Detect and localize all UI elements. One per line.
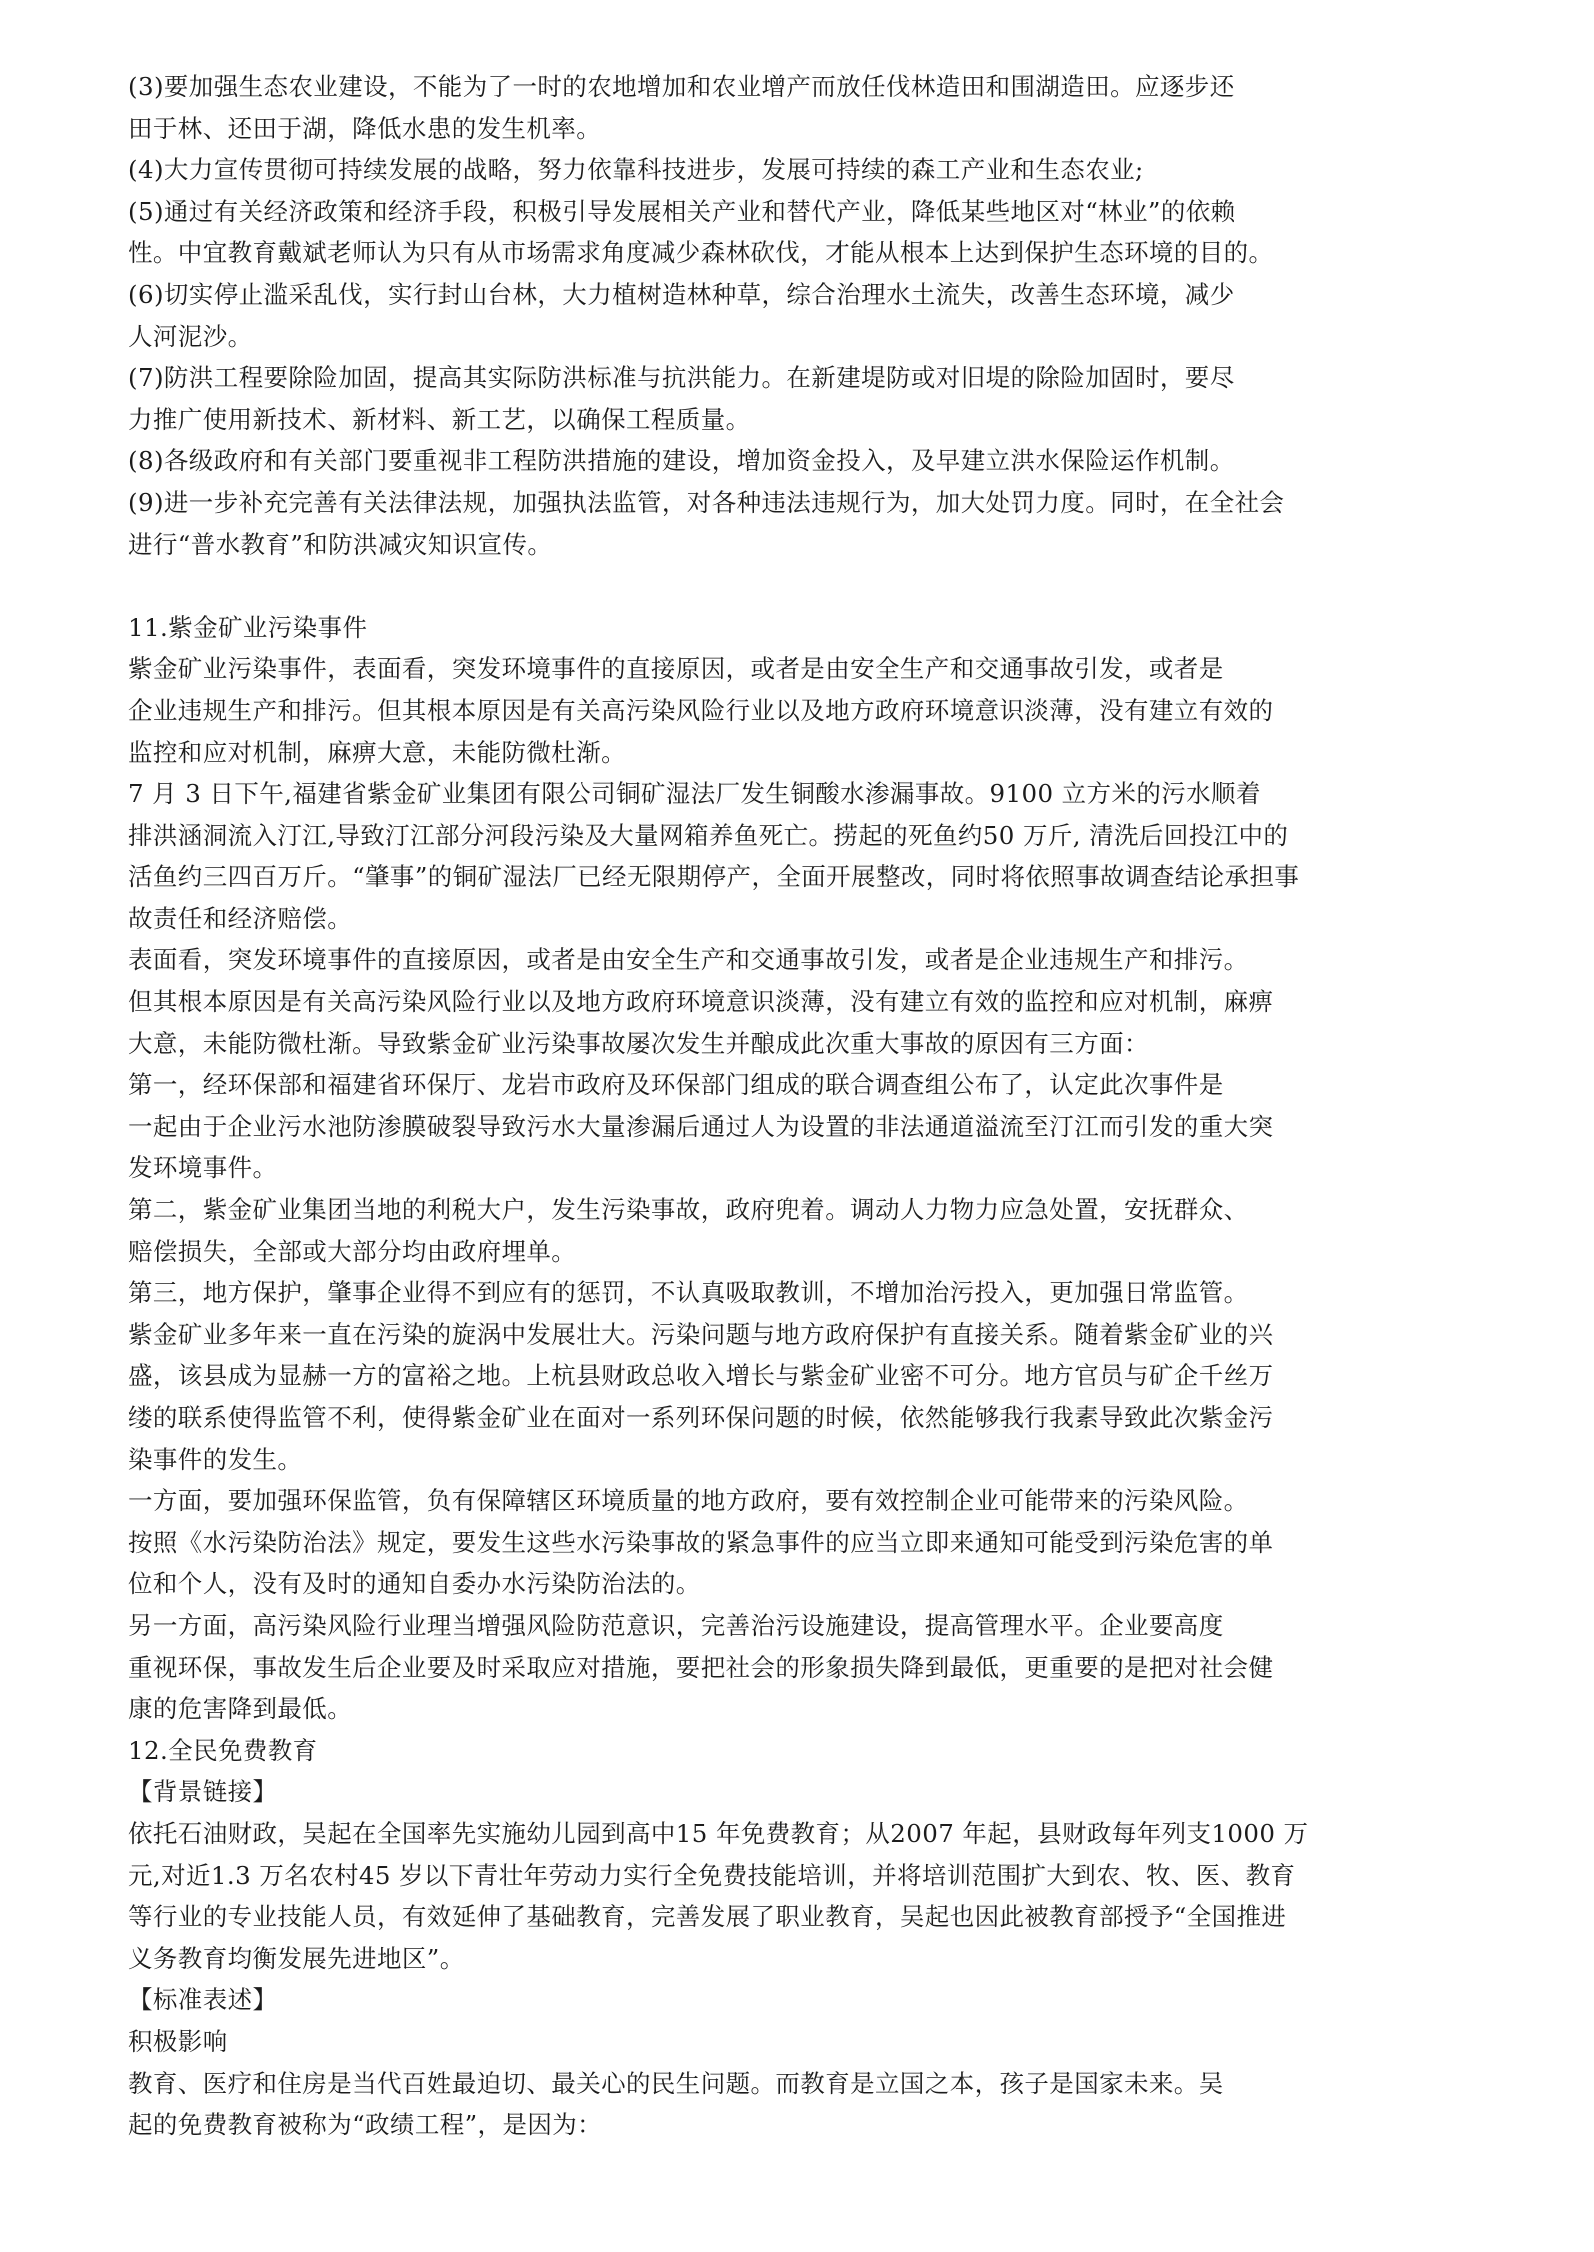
- text-line: 第一，经环保部和福建省环保厅、龙岩市政府及环保部门组成的联合调查组公布了，认定此次事件是: [128, 1070, 1224, 1100]
- section-12-heading: [128, 1730, 1468, 1772]
- text-line: 赔偿损失，全部或大部分均由政府埋单。: [128, 1236, 577, 1266]
- text-line: 性。中宜教育戴斌老师认为只有从市场需求角度减少森林砍伐，才能从根本上达到保护生态环境的目的。: [128, 238, 1274, 268]
- text-line: 企业违规生产和排污。但其根本原因是有关高污染风险行业以及地方政府环境意识淡薄，没有建立有效的: [128, 695, 1274, 725]
- zijin-incident-paragraph: [128, 773, 1468, 939]
- text-line: 表面看，突发环境事件的直接原因，或者是由安全生产和交通事故引发，或者是企业违规生产和排污。: [128, 945, 1249, 975]
- text-line: 紫金矿业多年来一直在污染的旋涡中发展壮大。污染问题与地方政府保护有直接关系。随着紫金矿业的兴: [128, 1319, 1274, 1349]
- heading-text: 积极影响: [128, 2026, 228, 2056]
- text-line: 康的危害降到最低。: [128, 1694, 353, 1724]
- text-line: 发环境事件。: [128, 1153, 278, 1183]
- text-line: 位和个人，没有及时的通知自委办水污染防治法的。: [128, 1569, 701, 1599]
- text-line: 活鱼约三四百万斤。“肇事”的铜矿湿法厂已经无限期停产，全面开展整改，同时将依照事故调查结论承担事: [128, 862, 1300, 892]
- item-3-paragraph: [128, 66, 1468, 149]
- text-line: 依托石油财政，吴起在全国率先实施幼儿园到高中15 年免费教育；从2007 年起，县财政每年列支1000 万: [128, 1818, 1309, 1848]
- text-line: 排洪涵洞流入汀江,导致汀江部分河段污染及大量网箱养鱼死亡。捞起的死鱼约50 万斤, 清洗后回投江中的: [128, 820, 1289, 850]
- zijin-third-reason: [128, 1272, 1468, 1314]
- item-5-paragraph: [128, 191, 1468, 274]
- text-line: 教育、医疗和住房是当代百姓最迫切、最关心的民生问题。而教育是立国之本，孩子是国家未来。吴: [128, 2068, 1224, 2098]
- item-7-paragraph: [128, 357, 1468, 440]
- standard-statement-label: [128, 1979, 1468, 2021]
- document-body: [128, 66, 1468, 2146]
- wuqi-background-paragraph: [128, 1813, 1468, 1979]
- text-line: 缕的联系使得监管不利，使得紫金矿业在面对一系列环保问题的时候，依然能够我行我素导致此次紫金污: [128, 1403, 1274, 1432]
- zijin-cause-paragraph: [128, 939, 1468, 1064]
- item-6-paragraph: [128, 274, 1468, 357]
- text-line: 第三，地方保护，肇事企业得不到应有的惩罚，不认真吸取教训，不增加治污投入，更加强日常监管。: [128, 1278, 1249, 1308]
- item-4-paragraph: [128, 149, 1468, 191]
- item-8-paragraph: [128, 440, 1468, 482]
- text-line: 7 月 3 日下午,福建省紫金矿业集团有限公司铜矿湿法厂发生铜酸水渗漏事故。9100 立方米的污水顺着: [128, 779, 1261, 809]
- positive-impact-paragraph: [128, 2063, 1468, 2146]
- text-line: (9)进一步补充完善有关法律法规，加强执法监管，对各种违法违规行为，加大处罚力度。同时，在全社会: [128, 487, 1285, 517]
- text-line: (6)切实停止滥采乱伐，实行封山台林，大力植树造林种草，综合治理水土流失，改善生态环境，减少: [128, 279, 1235, 309]
- text-line: 另一方面，高污染风险行业理当增强风险防范意识，完善治污设施建设，提高管理水平。企业要高度: [128, 1610, 1224, 1640]
- text-line: 义务教育均衡发展先进地区”。: [128, 1943, 465, 1973]
- text-line: 大意，未能防微杜渐。导致紫金矿业污染事故屡次发生并酿成此次重大事故的原因有三方面：: [128, 1028, 1149, 1058]
- zijin-second-reason: [128, 1189, 1468, 1272]
- text-line: 第二，紫金矿业集团当地的利税大户，发生污染事故，政府兜着。调动人力物力应急处置，安抚群众、: [128, 1195, 1249, 1225]
- heading-text: 12.全民免费教育: [128, 1735, 318, 1765]
- text-line: (7)防洪工程要除险加固，提高其实际防洪标准与抗洪能力。在新建堤防或对旧堤的除险加固时，要尽: [128, 363, 1235, 393]
- heading-text: 11.紫金矿业污染事件: [128, 612, 368, 642]
- text-line: 等行业的专业技能人员，有效延伸了基础教育，完善发展了职业教育，吴起也因此被教育部授予“全国推进: [128, 1902, 1287, 1932]
- text-line: 一方面，要加强环保监管，负有保障辖区环境质量的地方政府，要有效控制企业可能带来的污染风险。: [128, 1486, 1249, 1516]
- text-line: (4)大力宣传贯彻可持续发展的战略，努力依靠科技进步，发展可持续的森工产业和生态农业;: [128, 155, 1144, 185]
- text-line: 元,对近1.3 万名农村45 岁以下青壮年劳动力实行全免费技能培训，并将培训范围扩大到农、牧、医、教育: [128, 1860, 1296, 1890]
- text-line: 进行“普水教育”和防洪减灾知识宣传。: [128, 529, 553, 559]
- positive-impact-label: [128, 2021, 1468, 2063]
- text-line: (8)各级政府和有关部门要重视非工程防洪措施的建设，增加资金投入，及早建立洪水保险运作机制。: [128, 446, 1235, 476]
- zijin-government-paragraph: [128, 1480, 1468, 1605]
- text-line: 按照《水污染防治法》规定，要发生这些水污染事故的紧急事件的应当立即来通知可能受到污染危害的单: [128, 1527, 1274, 1557]
- text-line: 人河泥沙。: [128, 321, 253, 351]
- text-line: 起的免费教育被称为“政绩工程”，是因为：: [128, 2110, 603, 2140]
- text-line: (3)要加强生态农业建设，不能为了一时的农地增加和农业增产而放任伐林造田和围湖造田。应逐步还: [128, 72, 1235, 101]
- zijin-background-paragraph: [128, 1314, 1468, 1480]
- text-line: 力推广使用新技术、新材料、新工艺，以确保工程质量。: [128, 404, 751, 434]
- item-9-paragraph: [128, 482, 1468, 565]
- text-line: 紫金矿业污染事件，表面看，突发环境事件的直接原因，或者是由安全生产和交通事故引发，或者是: [128, 654, 1224, 684]
- section-11-heading: [128, 607, 1468, 649]
- text-line: 染事件的发生。: [128, 1444, 303, 1474]
- heading-text: 【标准表述】: [128, 1985, 278, 2015]
- zijin-intro-paragraph: [128, 648, 1468, 773]
- text-line: 重视环保，事故发生后企业要及时采取应对措施，要把社会的形象损失降到最低，更重要的是把对社会健: [128, 1652, 1274, 1682]
- text-line: 盛，该县成为显赫一方的富裕之地。上杭县财政总收入增长与紫金矿业密不可分。地方官员与矿企千丝万: [128, 1361, 1274, 1391]
- blank-line: [128, 565, 1468, 607]
- zijin-first-reason: [128, 1064, 1468, 1189]
- text-line: (5)通过有关经济政策和经济手段，积极引导发展相关产业和替代产业，降低某些地区对“林业”的依赖: [128, 196, 1236, 226]
- background-link-label: [128, 1771, 1468, 1813]
- text-line: 田于林、还田于湖，降低水患的发生机率。: [128, 113, 602, 143]
- text-line: 监控和应对机制，麻痹大意，未能防微杜渐。: [128, 737, 626, 767]
- text-line: 但其根本原因是有关高污染风险行业以及地方政府环境意识淡薄，没有建立有效的监控和应对机制，麻痹: [128, 987, 1274, 1017]
- heading-text: 【背景链接】: [128, 1777, 278, 1807]
- text-line: 一起由于企业污水池防渗膜破裂导致污水大量渗漏后通过人为设置的非法通道溢流至汀江而引发的重大突: [128, 1111, 1274, 1141]
- zijin-enterprise-paragraph: [128, 1605, 1468, 1730]
- text-line: 故责任和经济赔偿。: [128, 903, 353, 933]
